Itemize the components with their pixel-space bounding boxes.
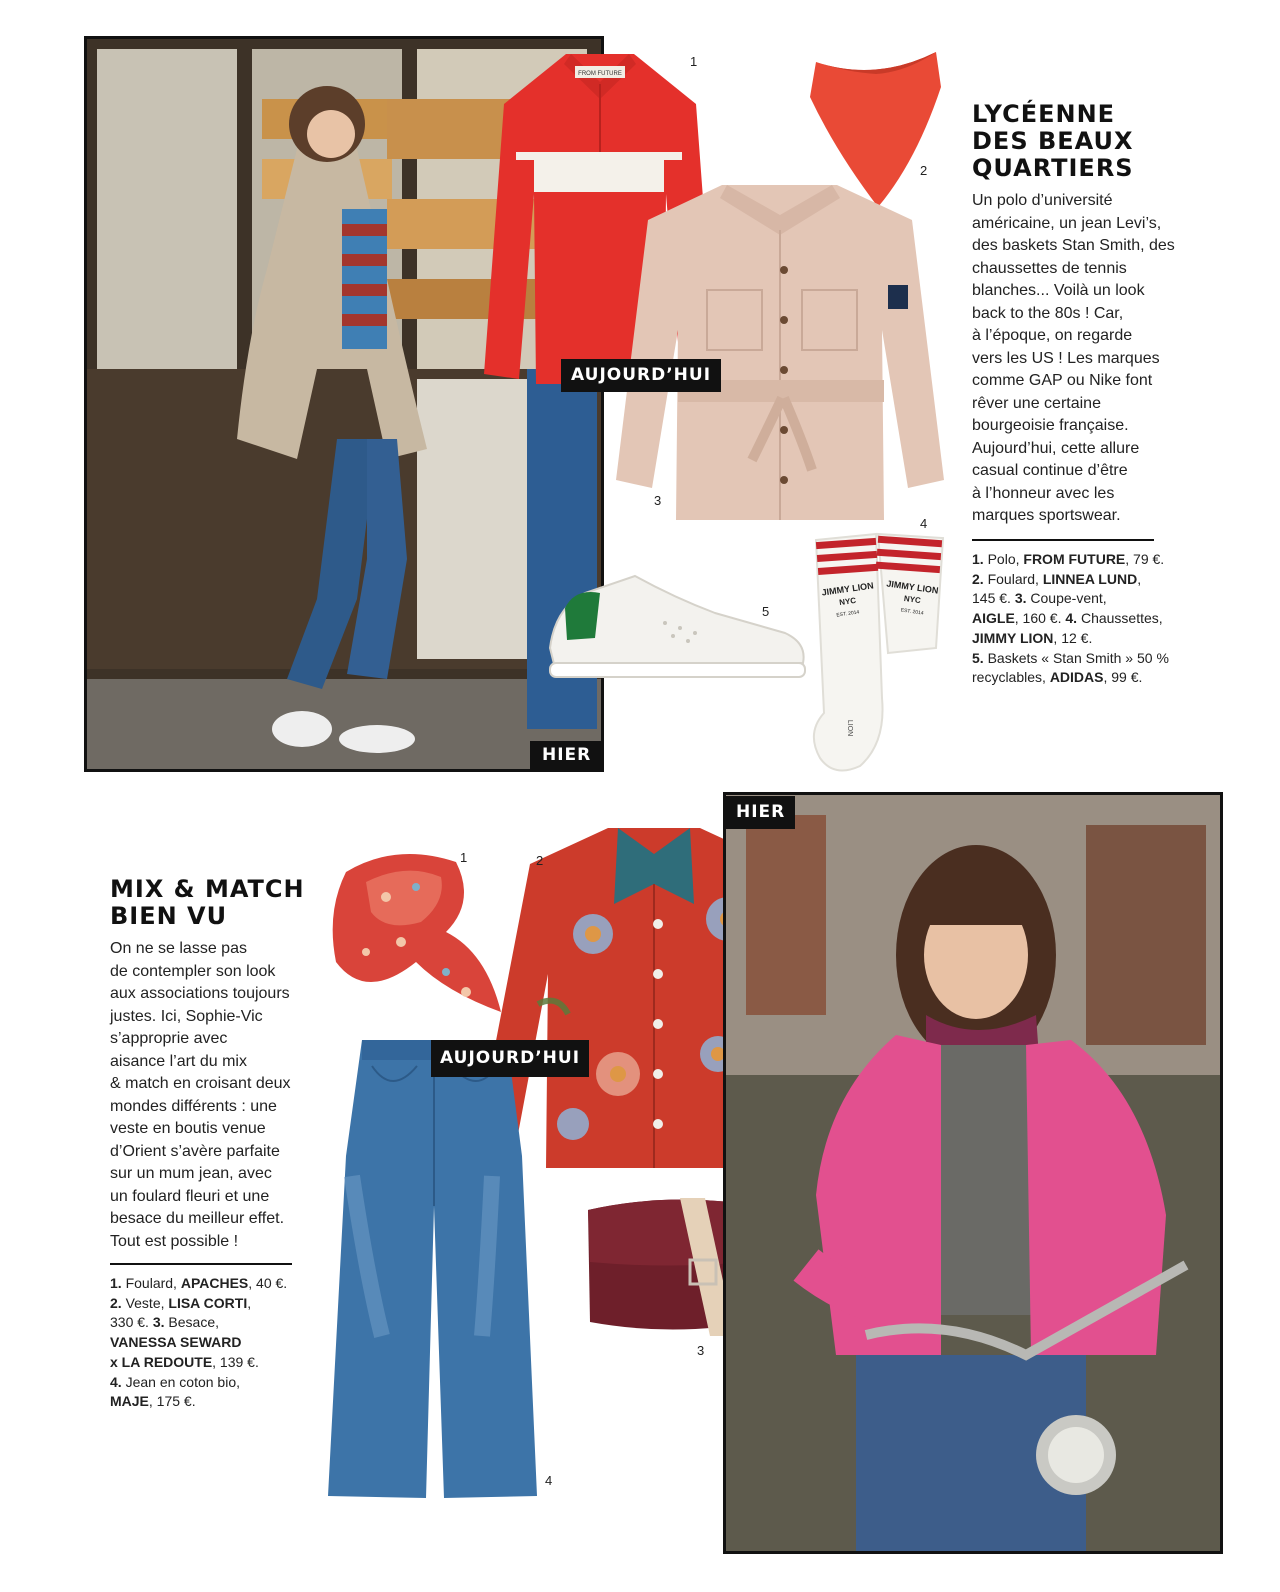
top-heading-line-1: LYCÉENNE — [972, 100, 1116, 128]
credit-emphasis: MAJE — [110, 1393, 149, 1410]
credit-text: Jean en coton bio, — [125, 1373, 240, 1390]
top-body-line: américaine, un jean Levi’s, — [972, 214, 1162, 232]
bottom-body-line: un foulard fleuri et une — [110, 1187, 270, 1205]
polo-label-text: FROM FUTURE — [578, 71, 622, 77]
top-body-line: à l’époque, on regarde — [972, 327, 1133, 344]
top-body-line: comme GAP ou Nike font — [972, 372, 1153, 389]
credit-emphasis: ADIDAS — [1049, 669, 1104, 686]
credit-line — [972, 570, 1182, 590]
sock-city-left: NYC — [838, 595, 857, 608]
top-body-line: rêver une certaine — [972, 394, 1101, 412]
top-label-past: HIER — [530, 741, 603, 770]
credit-text: Foulard, — [125, 1275, 181, 1291]
sock-foot-print: LION — [846, 719, 853, 737]
top-body-line: vers les US ! Les marques — [972, 349, 1160, 367]
overshirt-illustration — [612, 180, 948, 530]
top-section-heading — [972, 101, 1134, 182]
top-item-number-1: 1 — [690, 54, 698, 69]
credit-line — [110, 1353, 320, 1373]
bottom-credits — [110, 1274, 320, 1412]
bottom-body-line: Tout est possible ! — [110, 1232, 239, 1250]
credit-emphasis: 2. — [972, 570, 988, 587]
top-label-today: AUJOURD’HUI — [561, 359, 721, 392]
top-item-number-4: 4 — [920, 516, 928, 531]
top-body-line: Un polo d’université — [972, 192, 1113, 209]
credit-line — [110, 1373, 320, 1393]
top-body-line: blanches... Voilà un look — [972, 282, 1145, 299]
bottom-item-number-2: 2 — [536, 853, 544, 868]
jeans-illustration — [322, 1036, 544, 1500]
top-body-line: marques sportswear. — [972, 507, 1121, 524]
sock-city-right: NYC — [903, 593, 922, 606]
credit-text: Foulard, — [987, 570, 1043, 587]
credit-line — [110, 1294, 320, 1314]
credit-line — [972, 609, 1182, 629]
credit-text: , — [1137, 570, 1142, 587]
bottom-section-heading — [110, 876, 305, 930]
bottom-archive-photo — [723, 792, 1223, 1554]
credit-text: recyclables, — [972, 669, 1050, 686]
bottom-item-number-4: 4 — [545, 1473, 553, 1488]
bottom-body-line: aux associations toujours — [110, 985, 290, 1002]
credit-emphasis: JIMMY LION — [972, 629, 1054, 646]
credit-line — [110, 1392, 320, 1412]
socks-illustration — [808, 528, 954, 776]
bottom-heading-line-1: MIX & MATCH — [110, 875, 305, 903]
credit-text: , 12 €. — [1053, 629, 1093, 646]
credit-line — [110, 1333, 320, 1353]
credit-emphasis: 1. — [972, 551, 988, 567]
bottom-body-line: justes. Ici, Sophie-Vic — [110, 1007, 263, 1025]
credit-emphasis: 2. — [110, 1294, 126, 1311]
credit-text: , 160 €. — [1014, 610, 1066, 627]
credit-emphasis: 3. — [1014, 590, 1031, 607]
top-credits — [972, 550, 1182, 688]
top-body-line: à l’honneur avec les — [972, 484, 1115, 502]
credit-text: Besace, — [168, 1314, 219, 1331]
bottom-body-line: sur un mum jean, avec — [110, 1165, 272, 1182]
credit-text: 145 €. — [972, 590, 1015, 607]
bottom-divider — [110, 1263, 292, 1265]
top-heading-line-2: DES BEAUX — [972, 127, 1134, 155]
sock-est-left: EST. 2014 — [836, 609, 860, 619]
credit-emphasis: APACHES — [180, 1275, 249, 1291]
item-sneakers — [545, 568, 810, 683]
credit-line — [972, 649, 1182, 669]
item-socks — [808, 528, 954, 776]
credit-text: 330 €. — [110, 1314, 153, 1331]
credit-line — [972, 550, 1182, 570]
bottom-body-line: mondes différents : une — [110, 1097, 277, 1115]
credit-text: , 175 €. — [148, 1393, 196, 1410]
credit-emphasis: 4. — [110, 1373, 126, 1390]
credit-line — [972, 629, 1182, 649]
bottom-item-number-3: 3 — [697, 1343, 705, 1358]
bottom-body-line: veste en boutis venue — [110, 1120, 266, 1137]
top-divider — [972, 539, 1154, 541]
top-body-line: back to the 80s ! Car, — [972, 304, 1124, 322]
credit-emphasis: LINNEA LUND — [1042, 570, 1138, 587]
credit-emphasis: 3. — [152, 1314, 169, 1331]
bottom-body-line: aisance l’art du mix — [110, 1052, 247, 1070]
top-body-line: bourgeoisie française. — [972, 417, 1129, 434]
credit-text: Veste, — [125, 1294, 169, 1311]
credit-text: , — [247, 1294, 252, 1311]
top-item-number-3: 3 — [654, 493, 662, 508]
credit-emphasis: x LA REDOUTE — [110, 1353, 213, 1370]
bottom-body-line: de contempler son look — [110, 962, 276, 980]
credit-line — [972, 668, 1182, 688]
credit-text: , 79 €. — [1125, 551, 1165, 567]
sock-est-right: EST. 2014 — [900, 607, 924, 617]
credit-text: , 40 €. — [248, 1275, 288, 1291]
credit-emphasis: VANESSA SEWARD — [110, 1334, 242, 1351]
credit-text: , 139 €. — [212, 1353, 259, 1370]
bottom-body-line: s’approprie avec — [110, 1030, 228, 1047]
sock-brand-right: JIMMY LION — [885, 578, 940, 596]
credit-text: Coupe-vent, — [1030, 590, 1107, 607]
sock-brand-left: JIMMY LION — [820, 580, 875, 598]
credit-text: Baskets « Stan Smith » 50 % — [987, 649, 1169, 666]
credit-text: Polo, — [987, 551, 1024, 567]
credit-text: Chaussettes, — [1080, 610, 1163, 627]
credit-line — [972, 589, 1182, 609]
top-body-line: casual continue d’être — [972, 462, 1128, 479]
bottom-body-line: On ne se lasse pas — [110, 940, 247, 957]
top-body-line: des baskets Stan Smith, des — [972, 237, 1175, 254]
bottom-item-number-1: 1 — [460, 850, 468, 865]
credit-emphasis: 5. — [972, 649, 988, 666]
credit-emphasis: LISA CORTI — [168, 1294, 248, 1311]
item-mum-jeans — [322, 1036, 544, 1500]
sneaker-illustration — [545, 568, 810, 683]
credit-line — [110, 1274, 320, 1294]
top-item-number-2: 2 — [920, 163, 928, 178]
top-item-number-5: 5 — [762, 604, 770, 619]
bottom-archive-photo-illustration — [726, 795, 1220, 1551]
bottom-body-line: besace du meilleur effet. — [110, 1210, 285, 1227]
credit-emphasis: AIGLE — [972, 610, 1015, 627]
top-body-line: Aujourd’hui, cette allure — [972, 439, 1140, 457]
item-overshirt-jacket — [612, 180, 948, 530]
bottom-body-line: & match en croisant deux — [110, 1075, 291, 1092]
top-heading-line-3: QUARTIERS — [972, 154, 1134, 182]
bottom-label-past: HIER — [726, 796, 795, 829]
credit-text: , 99 €. — [1103, 669, 1143, 686]
top-body-text — [972, 190, 1182, 528]
bottom-body-text — [110, 938, 320, 1253]
bottom-body-line: d’Orient s’avère parfaite — [110, 1142, 280, 1160]
credit-emphasis: FROM FUTURE — [1023, 551, 1126, 567]
bottom-heading-line-2: BIEN VU — [110, 902, 228, 930]
credit-line — [110, 1313, 320, 1333]
bottom-label-today: AUJOURD’HUI — [431, 1040, 589, 1077]
credit-emphasis: 4. — [1065, 610, 1081, 627]
top-body-line: chaussettes de tennis — [972, 259, 1127, 277]
credit-emphasis: 1. — [110, 1275, 126, 1291]
